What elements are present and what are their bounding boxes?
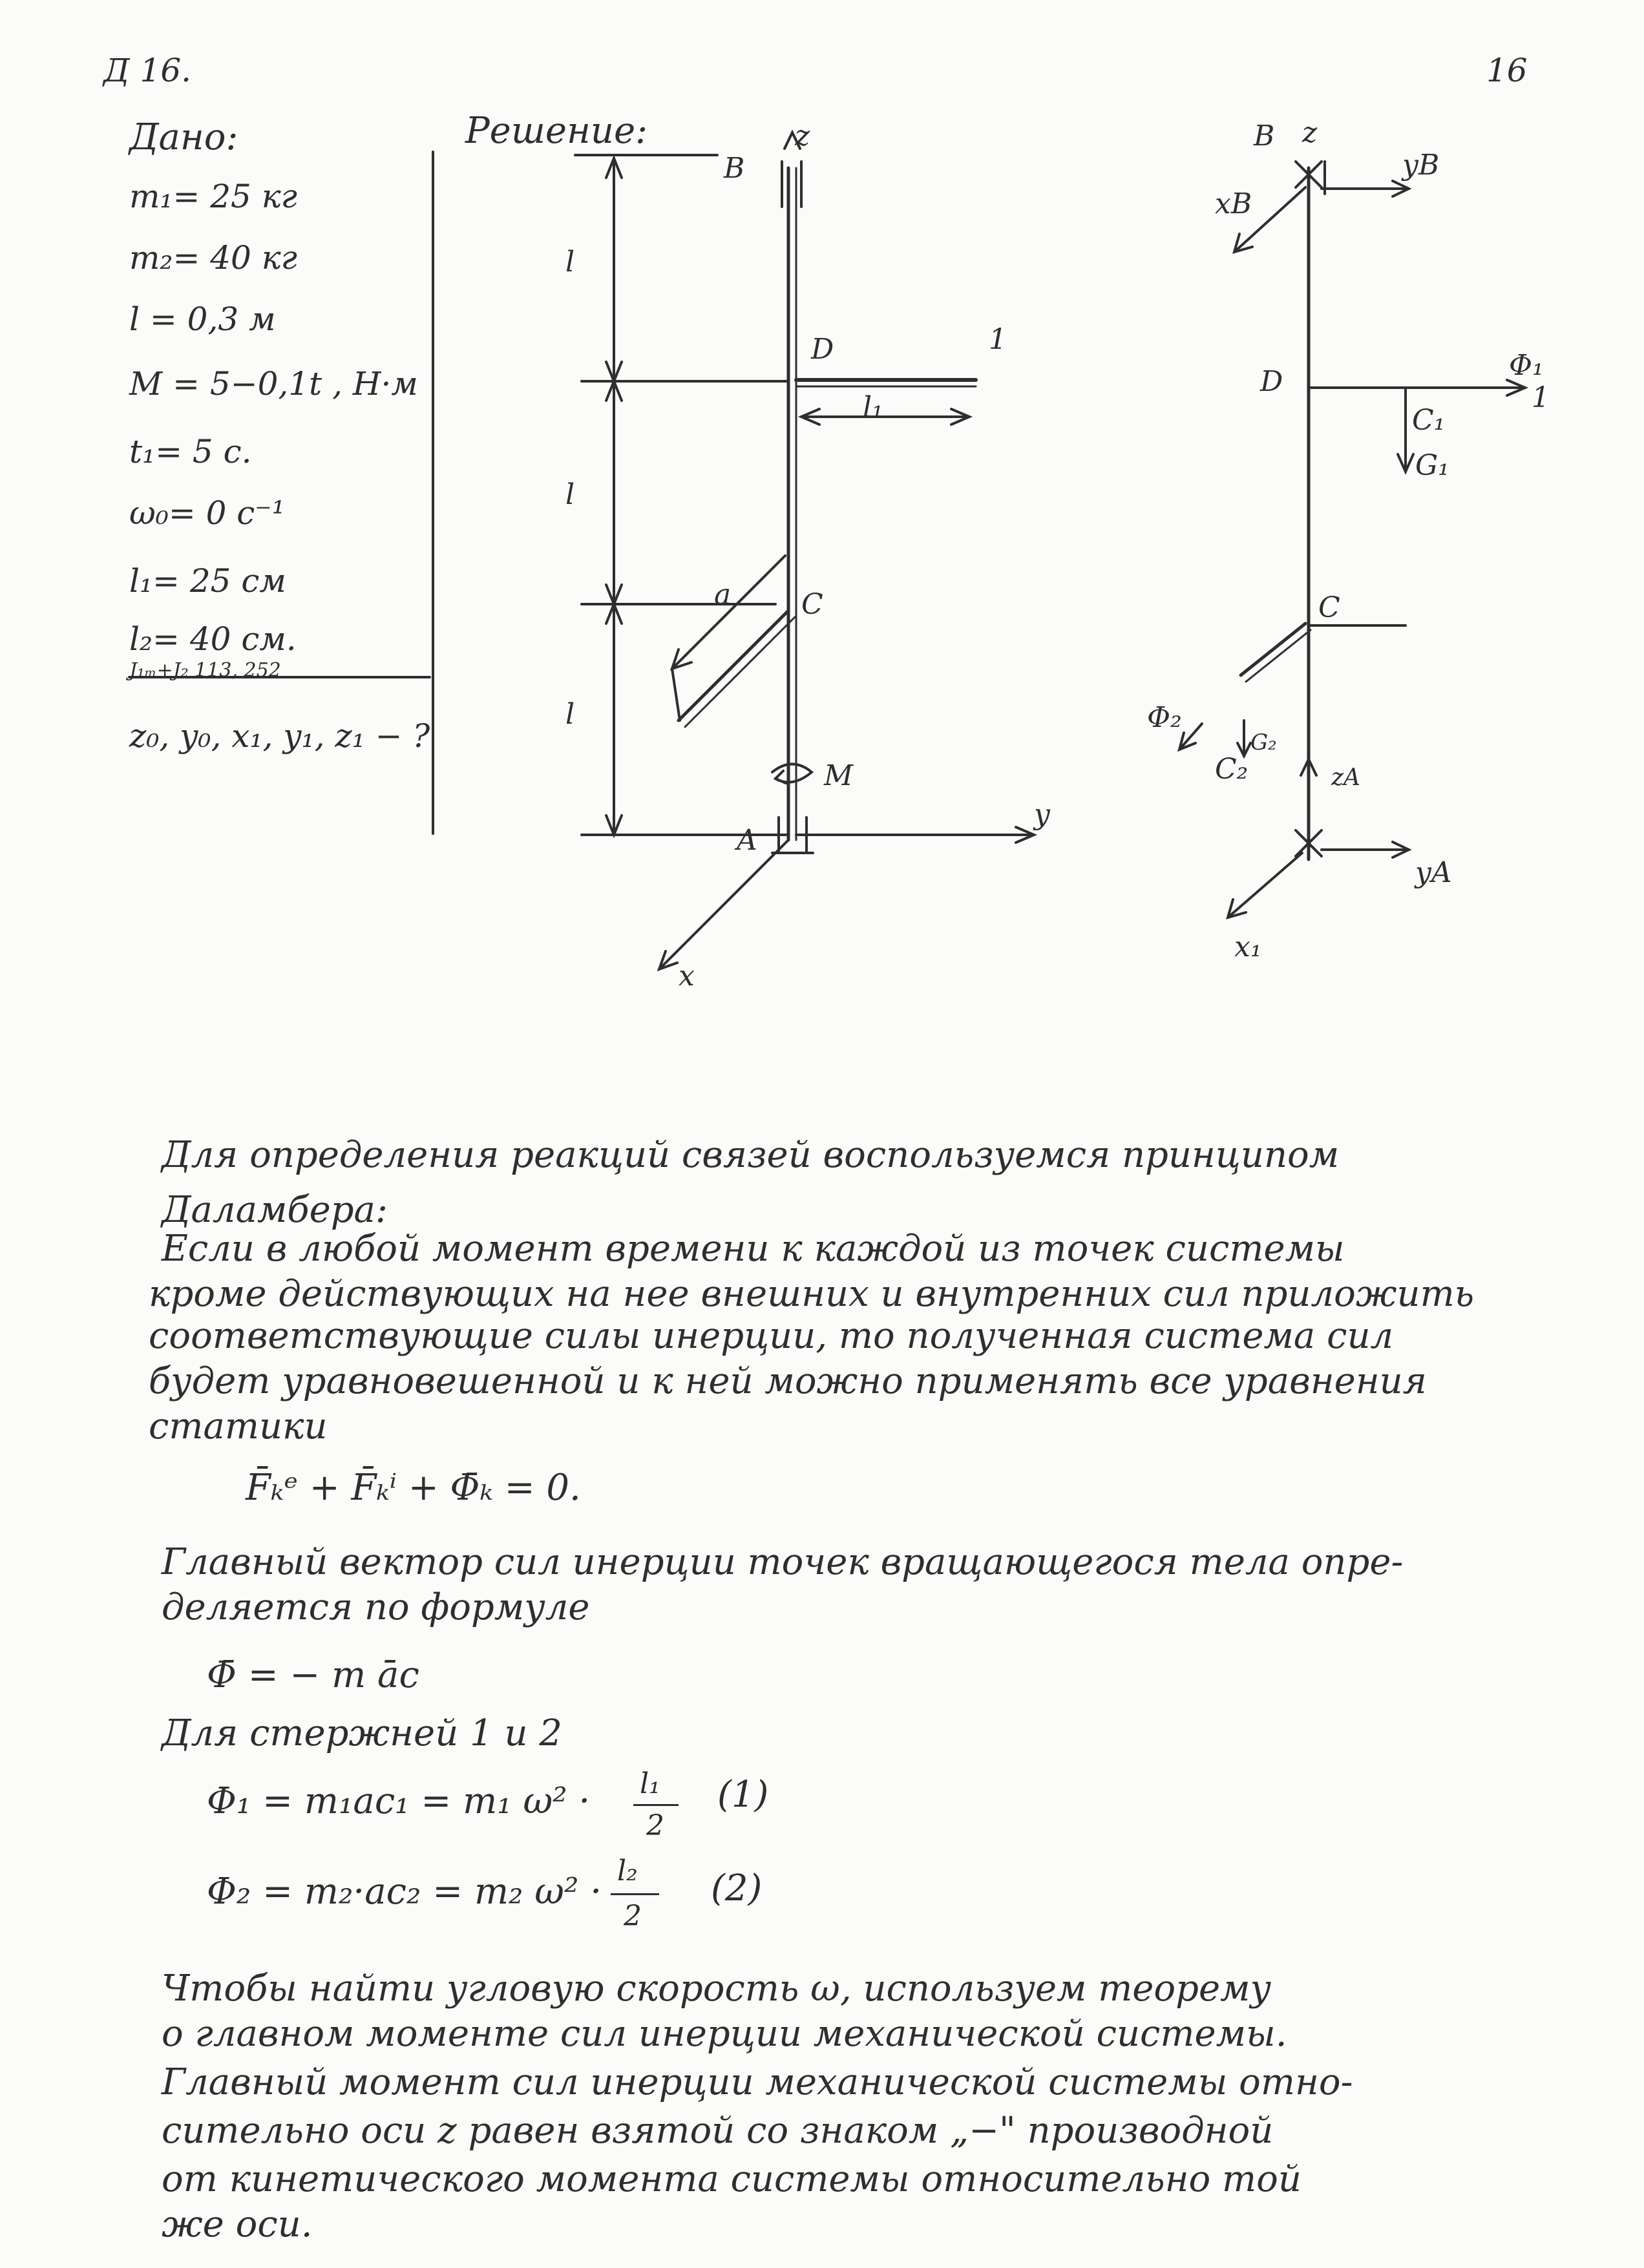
given-title: Дано: — [129, 116, 238, 158]
text-line: Для стержней 1 и 2 — [162, 1712, 562, 1754]
label-l: l — [565, 246, 575, 278]
text-line: Для определения реакций связей воспользуемся принципом — [162, 1134, 1340, 1176]
label-rod1: 1 — [989, 323, 1007, 356]
solution-label: Решение: — [465, 110, 648, 152]
text-line: Даламбера: — [162, 1189, 388, 1231]
label-a: a — [714, 578, 732, 611]
equation-phi1: Φ₁ = m₁ac₁ = m₁ ω² · — [207, 1780, 591, 1822]
given-extra: J₁ₘ+J₂ 113, 252 — [129, 659, 281, 682]
label-x: x — [679, 960, 695, 992]
text-line: Чтобы найти угловую скорость ω, используем теорему — [162, 1968, 1272, 2010]
text-line: о главном моменте сил инерции механической системы. — [162, 2013, 1287, 2055]
label-M: M — [824, 759, 854, 792]
label-yB: yB — [1402, 149, 1440, 182]
label-yA: yA — [1415, 856, 1452, 889]
given-item: m₁= 25 кг — [129, 178, 297, 215]
label-D: D — [811, 333, 834, 366]
left-diagram — [575, 132, 1034, 969]
text-line: кроме действующих на нее внешних и внутренних сил приложить — [149, 1273, 1475, 1315]
label-G2: G₂ — [1250, 730, 1277, 755]
label-y: y — [1034, 798, 1050, 831]
label-l1: l₁ — [863, 391, 883, 424]
label-rod1: 1 — [1532, 381, 1550, 414]
label-G1: G₁ — [1415, 449, 1449, 482]
label-C: C — [801, 588, 823, 621]
text-line: Главный вектор сил инерции точек вращающегося тела опре- — [162, 1541, 1404, 1583]
label-zA: zA — [1331, 764, 1360, 791]
fraction-bar — [633, 1804, 679, 1806]
text-line: сительно оси z равен взятой со знаком „−" производной — [162, 2110, 1274, 2152]
text-line: деляется по формуле — [162, 1586, 590, 1628]
equation-phi1-numerator: l₁ — [640, 1767, 660, 1800]
given-item: M = 5−0,1t , Н·м — [129, 365, 418, 403]
equation-dalembert: F̄ₖᵉ + F̄ₖⁱ + Φ̄ₖ = 0. — [246, 1467, 581, 1509]
text-line: же оси. — [162, 2203, 313, 2245]
label-xA: x₁ — [1234, 930, 1262, 963]
label-C1: C₁ — [1412, 404, 1446, 437]
equation-phi1-denominator: 2 — [646, 1809, 664, 1842]
label-phi1: Φ₁ — [1509, 349, 1544, 382]
equation-phi2-numerator: l₂ — [617, 1854, 638, 1887]
text-line: соответствующие силы инерции, то полученная система сил — [149, 1315, 1394, 1357]
label-z: z — [795, 120, 810, 152]
right-diagram — [1179, 162, 1525, 918]
equation-phi2-denominator: 2 — [624, 1900, 642, 1933]
label-xB: xB — [1215, 187, 1252, 220]
problem-number: Д 16. — [103, 52, 192, 89]
equation-tag: (2) — [711, 1867, 763, 1909]
equation-inertia-vector: Φ̄ = − m āc — [207, 1654, 419, 1696]
label-z: z — [1302, 116, 1318, 149]
given-item: l₂= 40 см. — [129, 620, 297, 658]
label-B: B — [724, 152, 745, 185]
label-C: C — [1318, 591, 1340, 624]
text-line: будет уравновешенной и к ней можно применять все уравнения — [149, 1360, 1427, 1402]
text-line: от кинетического момента системы относительно той — [162, 2158, 1302, 2200]
find-line: z₀, y₀, x₁, y₁, z₁ − ? — [129, 717, 430, 755]
given-item: l = 0,3 м — [129, 300, 276, 338]
fraction-bar — [611, 1893, 659, 1895]
page-number: 16 — [1486, 52, 1528, 89]
text-line: Главный момент сил инерции механической системы отно- — [162, 2061, 1353, 2103]
equation-phi2: Φ₂ = m₂·ac₂ = m₂ ω² · — [207, 1871, 602, 1913]
label-l: l — [565, 698, 575, 731]
given-item: ω₀= 0 с⁻¹ — [129, 494, 285, 532]
label-B: B — [1254, 120, 1275, 152]
given-item: l₁= 25 см — [129, 562, 286, 600]
label-C2: C₂ — [1215, 753, 1249, 786]
label-A: A — [737, 824, 757, 857]
given-item: m₂= 40 кг — [129, 239, 297, 277]
text-line: Если в любой момент времени к каждой из точек системы — [162, 1228, 1345, 1270]
equation-tag: (1) — [717, 1774, 769, 1816]
given-item: t₁= 5 с. — [129, 433, 252, 470]
label-l: l — [565, 478, 575, 511]
text-line: статики — [149, 1405, 328, 1447]
label-D: D — [1260, 365, 1283, 398]
label-phi2: Φ₂ — [1147, 701, 1182, 734]
